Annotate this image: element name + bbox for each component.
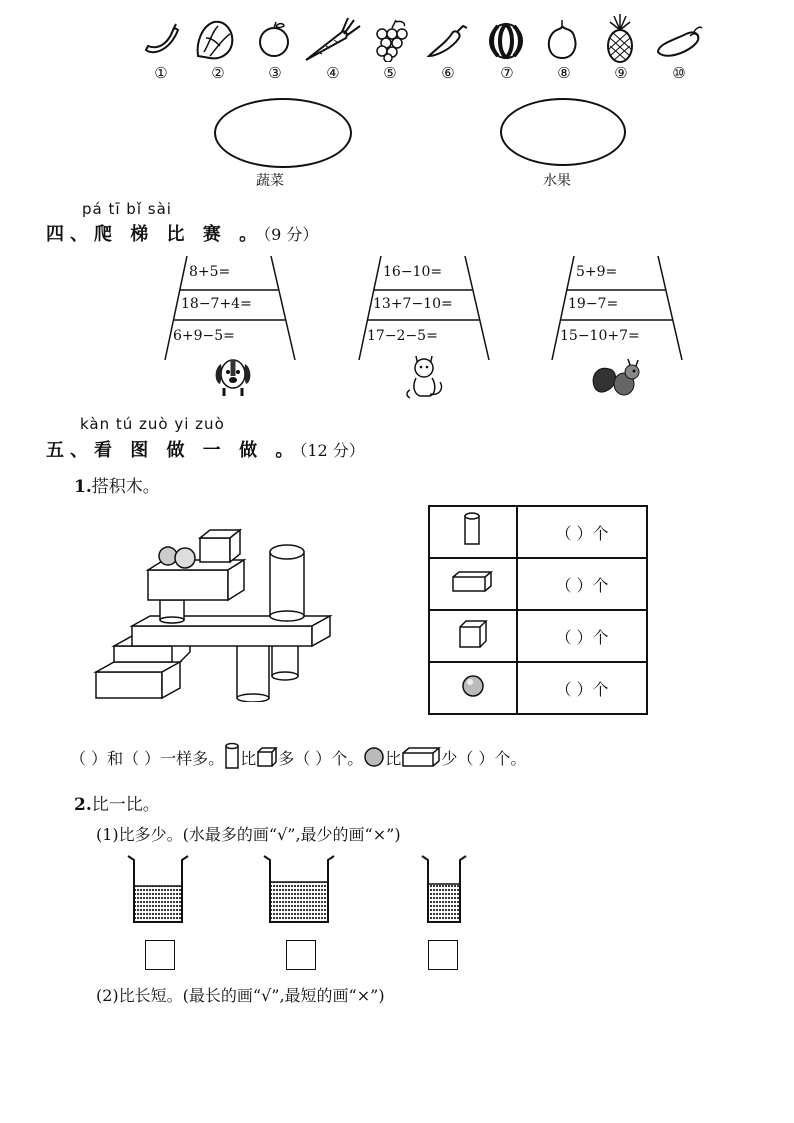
beaker-2	[260, 852, 340, 928]
question-2: 2.比一比。	[74, 795, 160, 815]
sentence-part: 少（ ）个。	[441, 748, 527, 768]
sphere-icon	[460, 673, 486, 699]
table-row	[429, 662, 647, 714]
pepper-icon	[425, 16, 469, 62]
fruit-number: ⑥	[441, 64, 455, 82]
answer-box[interactable]	[286, 940, 316, 970]
fruit-number: ⑧	[557, 64, 571, 82]
ladder-rung: 17−2−5=	[367, 328, 438, 344]
vegetable-label: 蔬菜	[256, 173, 284, 189]
comparison-sentence	[70, 742, 526, 772]
ladder-rung: 15−10+7=	[560, 328, 640, 344]
ladder-rung: 13+7−10=	[373, 296, 453, 312]
sphere-icon	[363, 746, 385, 768]
answer-box[interactable]	[428, 940, 458, 970]
beaker-1	[124, 852, 194, 928]
table-row	[429, 506, 647, 558]
shape-cell	[429, 610, 517, 662]
count-cell[interactable]: （ ）个	[517, 662, 647, 714]
fruit-number: ⑦	[500, 64, 514, 82]
fruit-number: ①	[154, 64, 168, 82]
cuboid-icon	[451, 569, 495, 595]
sentence-part: 比	[240, 748, 257, 768]
carrot-icon	[302, 16, 362, 62]
section5-pinyin: kàn tú zuò yi zuò	[80, 415, 225, 433]
cuboid-icon	[401, 746, 441, 768]
ladder-rung: 19−7=	[568, 296, 619, 312]
cube-icon	[256, 746, 278, 768]
ladder-rung: 8+5=	[189, 264, 231, 280]
cylinder-icon	[224, 742, 240, 772]
pineapple-icon	[598, 12, 642, 64]
cylinder-icon	[463, 512, 483, 548]
ladder-1	[163, 256, 303, 366]
question-1: 1.搭积木。	[74, 477, 160, 497]
ladder-rung: 6+9−5=	[173, 328, 235, 344]
answer-box[interactable]	[145, 940, 175, 970]
fruit-number: ③	[268, 64, 282, 82]
sentence-part: （ ）和（ ）一样多。	[70, 748, 225, 768]
beaker-3	[420, 852, 470, 928]
fruit-oval[interactable]	[500, 98, 626, 166]
fruit-number: ⑩	[672, 64, 686, 82]
table-row	[429, 610, 647, 662]
ladder-2	[357, 256, 497, 366]
fruit-number: ⑨	[614, 64, 628, 82]
dog-icon	[210, 354, 256, 398]
sentence-part: 多（ ）个。	[278, 748, 364, 768]
squirrel-icon	[590, 356, 646, 398]
ladder-rung: 5+9=	[576, 264, 618, 280]
count-cell[interactable]: （ ）个	[517, 610, 647, 662]
section5-title: 五、看 图 做 一 做 。（12 分）	[46, 440, 365, 461]
eggplant-icon	[654, 16, 706, 62]
table-row	[429, 558, 647, 610]
banana-icon	[140, 16, 184, 62]
cat-icon	[402, 352, 446, 402]
section4-pinyin: pá tī bǐ sài	[82, 200, 172, 218]
apple-icon	[252, 16, 296, 62]
ladder-3	[550, 256, 690, 366]
fruit-number: ②	[211, 64, 225, 82]
shape-cell	[429, 558, 517, 610]
count-cell[interactable]: （ ）个	[517, 558, 647, 610]
grapes-icon	[368, 16, 412, 62]
section4-title: 四、爬 梯 比 赛 。（9 分）	[46, 224, 319, 245]
ladder-rung: 18−7+4=	[181, 296, 252, 312]
cube-icon	[458, 619, 488, 649]
shape-cell	[429, 506, 517, 558]
question-2-2: (2)比长短。(最长的画“√”,最短的画“×”)	[96, 986, 385, 1005]
count-cell[interactable]: （ ）个	[517, 506, 647, 558]
fruit-number: ④	[326, 64, 340, 82]
cabbage-icon	[192, 16, 236, 62]
watermelon-icon	[484, 16, 528, 62]
block-stack-figure	[92, 522, 352, 702]
sentence-part: 比	[385, 748, 402, 768]
fruit-label: 水果	[543, 173, 571, 189]
question-2-1: (1)比多少。(水最多的画“√”,最少的画“×”)	[96, 825, 401, 844]
vegetable-oval[interactable]	[214, 98, 352, 168]
peach-icon	[540, 16, 584, 62]
fruit-number: ⑤	[383, 64, 397, 82]
shape-cell	[429, 662, 517, 714]
block-count-table	[428, 505, 648, 715]
ladder-rung: 16−10=	[383, 264, 443, 280]
